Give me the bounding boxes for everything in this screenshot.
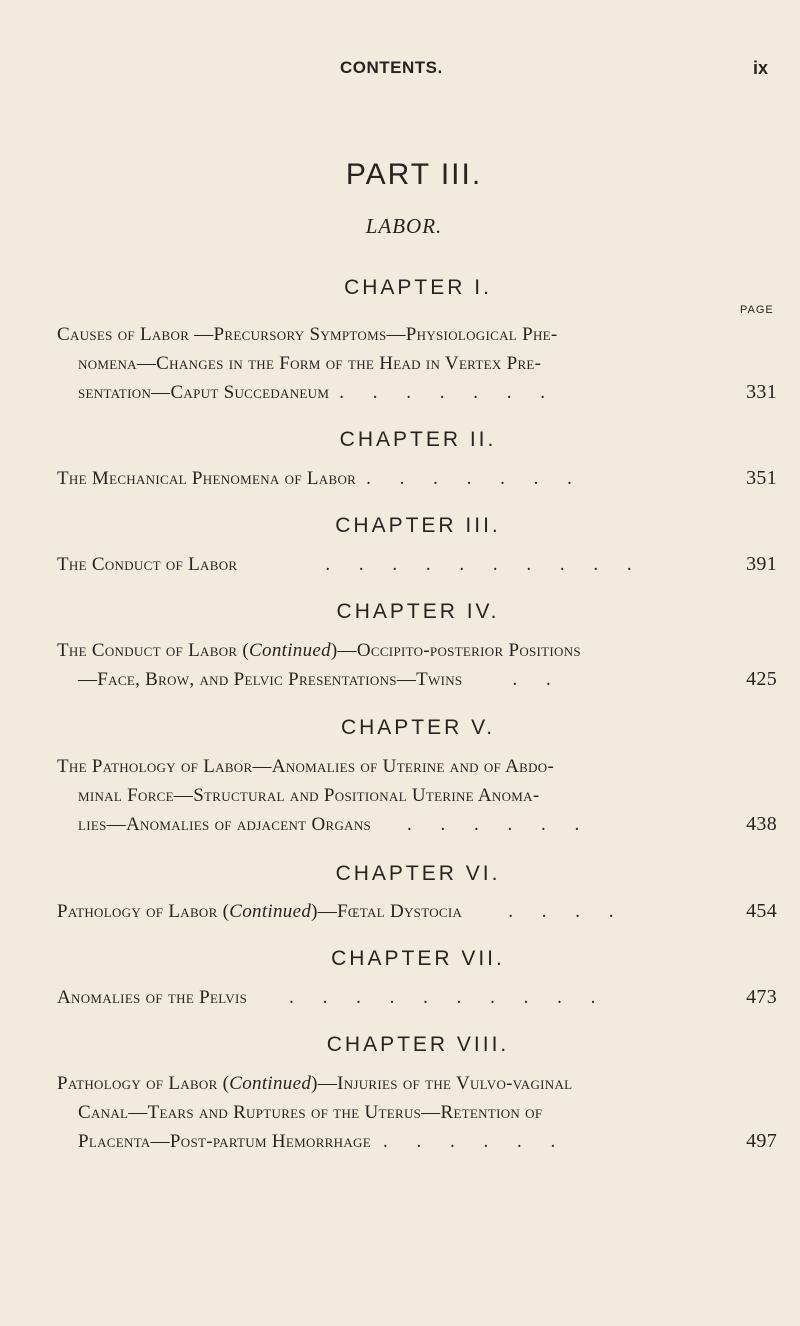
part-subtitle: LABOR. (365, 214, 443, 238)
toc-line: Anomalies of the Pelvis . . . . . . . . . . 473 (57, 983, 777, 1012)
page-number: 391 (746, 553, 777, 575)
leader-dots: . . . . . . . . . . (289, 987, 608, 1008)
toc-line: nomena—Changes in the Form of the Head in Vertex Pre- (78, 353, 542, 374)
chapter-heading: CHAPTER VI. (335, 862, 501, 885)
toc-line: —Face, Brow, and Pelvic Presentations—Twins . . 425 (57, 665, 777, 694)
toc-line: Pathology of Labor (Continued)—Injuries of the Vulvo-vaginal (57, 1073, 573, 1094)
toc-entry-chapter-4 (57, 636, 777, 694)
leader-dots: . . (512, 669, 563, 690)
leader-dots: . . . . (508, 901, 626, 922)
page-number: 438 (746, 813, 777, 835)
toc-entry-chapter-5 (57, 752, 777, 839)
toc-line: lies—Anomalies of adjacent Organs . . . . . . 438 (57, 810, 777, 839)
toc-entry-chapter-2 (57, 464, 777, 493)
chapter-heading: CHAPTER V. (340, 716, 496, 739)
page-column-label: PAGE (740, 304, 774, 316)
toc-line: The Conduct of Labor . . . . . . . . . . 391 (57, 550, 777, 579)
toc-line: The Pathology of Labor—Anomalies of Uterine and of Abdo- (57, 756, 555, 777)
toc-entry-chapter-8 (57, 1069, 777, 1156)
toc-line: minal Force—Structural and Positional Uterine Anoma- (78, 785, 540, 806)
page-number: 454 (746, 900, 777, 922)
toc-entry-chapter-1 (57, 320, 777, 407)
page-number: 331 (746, 381, 777, 403)
leader-dots: . . . . . . (382, 1131, 568, 1152)
toc-entry-chapter-3 (57, 550, 777, 579)
running-head-title: CONTENTS. (340, 58, 443, 77)
chapter-heading: CHAPTER II. (339, 428, 497, 451)
toc-line: Causes of Labor —Precursory Symptoms—Physiological Phe- (57, 324, 558, 345)
running-head (0, 58, 800, 82)
toc-line: The Conduct of Labor (Continued)—Occipito-posterior Positions (57, 640, 581, 661)
chapter-heading: CHAPTER VIII. (326, 1033, 510, 1056)
part-title: PART III. (345, 158, 483, 191)
leader-dots: . . . . . . . (339, 382, 557, 403)
leader-dots: . . . . . . (407, 814, 592, 835)
toc-line: Placenta—Post-partum Hemorrhage . . . . . . 497 (57, 1127, 777, 1156)
toc-line: Canal—Tears and Ruptures of the Uterus—Retention of (78, 1102, 543, 1123)
leader-dots: . . . . . . . (366, 468, 584, 489)
running-head-page-number: ix (753, 58, 769, 78)
toc-entry-chapter-7 (57, 983, 777, 1012)
page-number: 351 (746, 467, 777, 489)
toc-line: Pathology of Labor (Continued)—Fœtal Dystocia . . . . 454 (57, 897, 777, 926)
chapter-heading: CHAPTER III. (335, 514, 501, 537)
page-number: 497 (746, 1130, 777, 1152)
toc-line: sentation—Caput Succedaneum . . . . . . . 331 (57, 378, 777, 407)
leader-dots: . . . . . . . . . . (325, 554, 644, 575)
page-number: 473 (746, 986, 777, 1008)
chapter-heading: CHAPTER IV. (336, 600, 500, 623)
page-number: 425 (746, 668, 777, 690)
toc-entry-chapter-6 (57, 897, 777, 926)
toc-line: The Mechanical Phenomena of Labor . . . . . . . 351 (57, 464, 777, 493)
chapter-heading: CHAPTER VII. (331, 947, 505, 970)
chapter-heading: CHAPTER I. (344, 276, 492, 299)
